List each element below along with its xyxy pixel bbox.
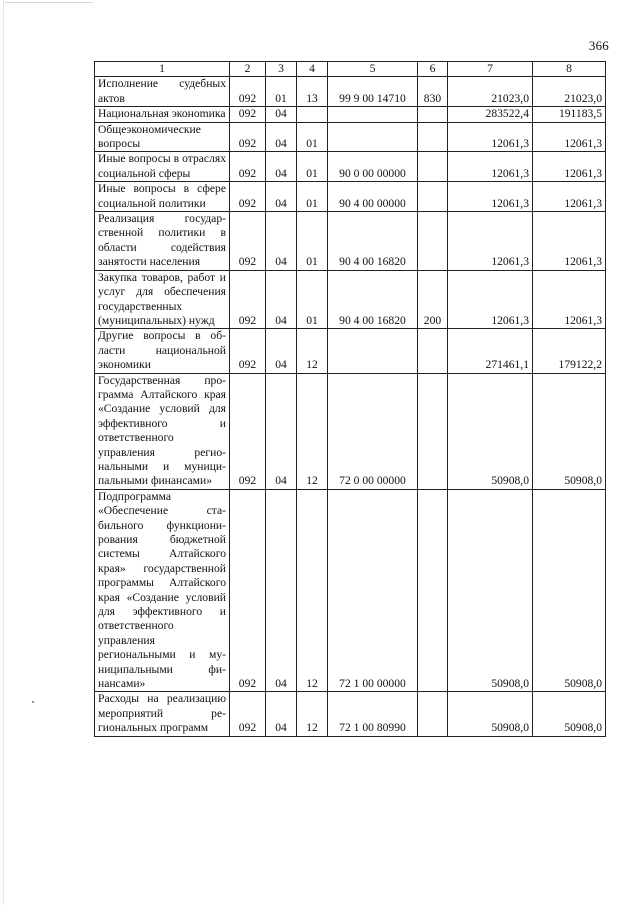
expense-type-cell	[418, 329, 448, 373]
ved-code-cell: 092	[230, 489, 266, 692]
amount-year1-cell: 50908,0	[448, 692, 533, 736]
table-row	[95, 122, 606, 152]
column-header: 4	[297, 62, 328, 77]
amount-year2-cell: 179122,2	[533, 329, 606, 373]
target-article-cell: 90 0 00 00000	[328, 152, 418, 182]
amount-year2-cell: 191183,5	[533, 107, 606, 122]
table-header-row	[95, 62, 606, 77]
amount-year1-cell: 50908,0	[448, 489, 533, 692]
row-name-cell: Иные вопросы в сфере социальной политики	[95, 182, 230, 212]
section-code-cell: 04	[266, 182, 297, 212]
section-code-cell: 04	[266, 212, 297, 271]
section-code-cell: 04	[266, 122, 297, 152]
expense-type-cell	[418, 489, 448, 692]
expense-type-cell: 200	[418, 270, 448, 329]
amount-year2-cell: 21023,0	[533, 77, 606, 107]
expense-type-cell	[418, 212, 448, 271]
table-row	[95, 489, 606, 692]
target-article-cell: 90 4 00 16820	[328, 270, 418, 329]
column-header: 2	[230, 62, 266, 77]
table-row	[95, 329, 606, 373]
amount-year1-cell: 283522,4	[448, 107, 533, 122]
row-name-cell: Реализация государственной политики в области содействия занятости населения	[95, 212, 230, 271]
column-header: 3	[266, 62, 297, 77]
section-code-cell: 04	[266, 489, 297, 692]
target-article-cell: 99 9 00 14710	[328, 77, 418, 107]
row-name-cell: Другие вопросы в области национальной экономики	[95, 329, 230, 373]
row-name-cell: Исполнение судебных актов	[95, 77, 230, 107]
ved-code-cell: 092	[230, 77, 266, 107]
amount-year2-cell: 50908,0	[533, 489, 606, 692]
amount-year2-cell: 12061,3	[533, 152, 606, 182]
amount-year1-cell: 271461,1	[448, 329, 533, 373]
column-header: 1	[95, 62, 230, 77]
amount-year1-cell: 12061,3	[448, 152, 533, 182]
subsection-code-cell: 01	[297, 152, 328, 182]
amount-year1-cell: 12061,3	[448, 212, 533, 271]
scan-edge-line	[3, 0, 4, 905]
ved-code-cell: 092	[230, 373, 266, 489]
expense-type-cell: 830	[418, 77, 448, 107]
amount-year2-cell: 12061,3	[533, 122, 606, 152]
column-header: 6	[418, 62, 448, 77]
subsection-code-cell	[297, 107, 328, 122]
table-row	[95, 107, 606, 122]
row-name-cell: Подпрограмма «Обеспечение стабильного функционирования бюджетной системы Алтайского края» государственной программы Алтайского края «Создание условий для эффективного и ответственного управления региональными и муниципальными финансами»	[95, 489, 230, 692]
ved-code-cell: 092	[230, 152, 266, 182]
target-article-cell: 72 1 00 00000	[328, 489, 418, 692]
expense-type-cell	[418, 692, 448, 736]
row-name-cell: Национальная эконоmика	[95, 107, 230, 122]
ved-code-cell: 092	[230, 107, 266, 122]
section-code-cell: 04	[266, 373, 297, 489]
subsection-code-cell: 12	[297, 329, 328, 373]
ved-code-cell: 092	[230, 692, 266, 736]
amount-year2-cell: 50908,0	[533, 692, 606, 736]
expense-type-cell	[418, 107, 448, 122]
target-article-cell	[328, 107, 418, 122]
subsection-code-cell: 13	[297, 77, 328, 107]
subsection-code-cell: 12	[297, 489, 328, 692]
subsection-code-cell: 01	[297, 212, 328, 271]
section-code-cell: 04	[266, 329, 297, 373]
ved-code-cell: 092	[230, 329, 266, 373]
section-code-cell: 04	[266, 152, 297, 182]
target-article-cell: 72 1 00 80990	[328, 692, 418, 736]
amount-year1-cell: 21023,0	[448, 77, 533, 107]
ved-code-cell: 092	[230, 270, 266, 329]
ved-code-cell: 092	[230, 212, 266, 271]
budget-table	[94, 61, 606, 737]
subsection-code-cell: 01	[297, 182, 328, 212]
section-code-cell: 04	[266, 270, 297, 329]
scan-speck	[32, 701, 34, 703]
column-header: 7	[448, 62, 533, 77]
ved-code-cell: 092	[230, 122, 266, 152]
amount-year1-cell: 12061,3	[448, 122, 533, 152]
table-row	[95, 152, 606, 182]
amount-year2-cell: 12061,3	[533, 270, 606, 329]
subsection-code-cell: 12	[297, 692, 328, 736]
amount-year2-cell: 12061,3	[533, 182, 606, 212]
table-row	[95, 373, 606, 489]
section-code-cell: 04	[266, 107, 297, 122]
row-name-cell: Общеэкономические вопросы	[95, 122, 230, 152]
target-article-cell	[328, 329, 418, 373]
expense-type-cell	[418, 182, 448, 212]
table-row	[95, 77, 606, 107]
target-article-cell	[328, 122, 418, 152]
target-article-cell: 90 4 00 00000	[328, 182, 418, 212]
column-header: 8	[533, 62, 606, 77]
scan-top-hairline	[5, 2, 93, 3]
amount-year1-cell: 12061,3	[448, 270, 533, 329]
table-row	[95, 692, 606, 736]
table-body	[95, 77, 606, 736]
section-code-cell: 01	[266, 77, 297, 107]
row-name-cell: Иные вопросы в отраслях социальной сферы	[95, 152, 230, 182]
table-row	[95, 270, 606, 329]
target-article-cell: 72 0 00 00000	[328, 373, 418, 489]
section-code-cell: 04	[266, 692, 297, 736]
row-name-cell: Расходы на реализацию мероприятий региональных программ	[95, 692, 230, 736]
expense-type-cell	[418, 152, 448, 182]
row-name-cell: Государственная программа Алтайского края «Создание условий для эффективного и ответственного управления региональными и муниципальными финансами»	[95, 373, 230, 489]
subsection-code-cell: 12	[297, 373, 328, 489]
subsection-code-cell: 01	[297, 270, 328, 329]
ved-code-cell: 092	[230, 182, 266, 212]
page-number: 366	[588, 38, 609, 53]
expense-type-cell	[418, 122, 448, 152]
amount-year1-cell: 12061,3	[448, 182, 533, 212]
expense-type-cell	[418, 373, 448, 489]
column-header: 5	[328, 62, 418, 77]
amount-year2-cell: 50908,0	[533, 373, 606, 489]
table-row	[95, 212, 606, 271]
row-name-cell: Закупка товаров, работ и услуг для обеспечения государственных (муниципальных) нужд	[95, 270, 230, 329]
target-article-cell: 90 4 00 16820	[328, 212, 418, 271]
subsection-code-cell: 01	[297, 122, 328, 152]
amount-year2-cell: 12061,3	[533, 212, 606, 271]
table-row	[95, 182, 606, 212]
amount-year1-cell: 50908,0	[448, 373, 533, 489]
